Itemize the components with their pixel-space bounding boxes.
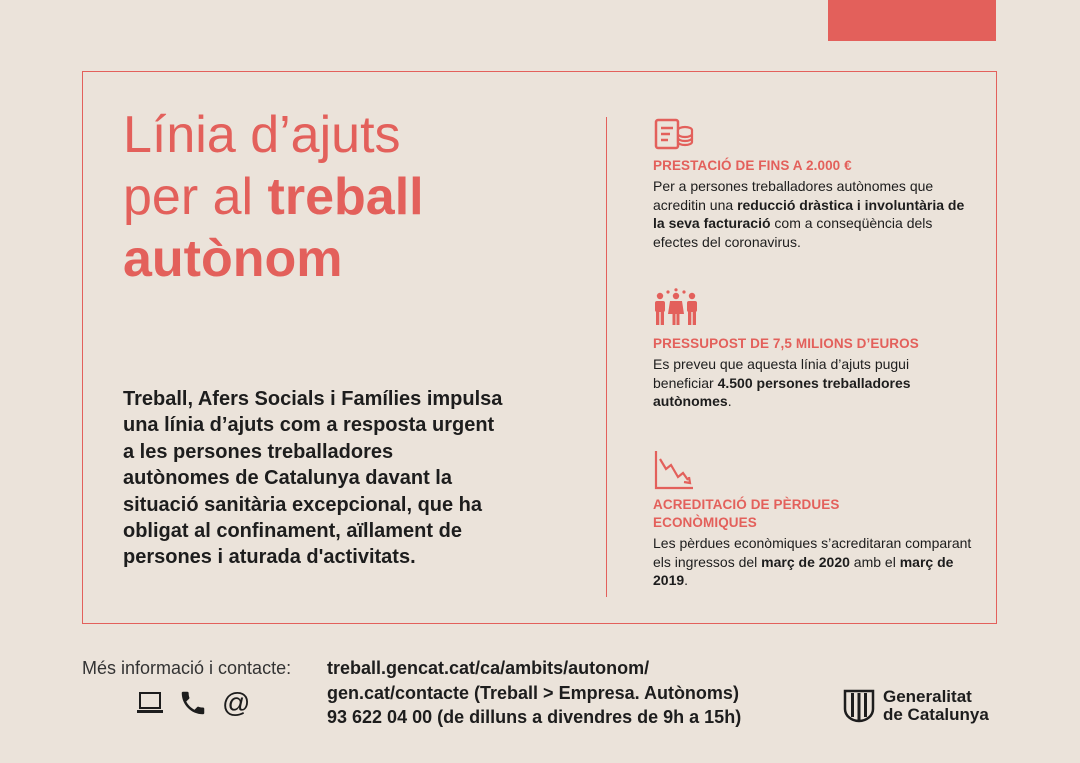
title-line-2-light: per al: [123, 168, 268, 226]
link-contact-form[interactable]: gen.cat/contacte (Treball > Empresa. Autònoms): [327, 682, 739, 703]
info-text: Per a persones treballadores autònomes que acreditin una reducció dràstica i involuntària de la seva facturació com a conseqüència dels efectes del coronavirus.: [653, 178, 965, 250]
info-heading: PRESSUPOST DE 7,5 MILIONS D’EUROS: [653, 336, 919, 351]
contact-icons: [136, 688, 250, 718]
footer-contact-label: Més informació i contacte:: [82, 658, 292, 678]
title-line-2-bold: treball: [267, 168, 424, 226]
computer-icon: [136, 690, 164, 716]
info-text: Es preveu que aquesta línia d’ajuts pugui beneficiar 4.500 persones treballadores autònomes.: [653, 356, 911, 409]
logo-text: [883, 688, 989, 724]
info-item-acreditacio: [653, 449, 973, 590]
people-group-icon: [653, 288, 699, 328]
phone-icon: [178, 688, 208, 718]
at-sign-icon: @: [222, 687, 251, 718]
corner-accent-bar: [828, 0, 996, 41]
generalitat-emblem-icon: [843, 689, 875, 723]
info-item-pressupost: [653, 288, 973, 411]
info-text: Les pèrdues econòmiques s’acreditaran comparant els ingressos del març de 2020 amb el març de 2019.: [653, 535, 972, 588]
title-line-1: Línia d’ajuts: [123, 106, 401, 164]
logo-line-1: Generalitat: [883, 687, 972, 706]
link-treball-web[interactable]: treball.gencat.cat/ca/ambits/autonom/: [327, 658, 650, 678]
column-divider: [606, 117, 607, 597]
info-heading: PRESTACIÓ DE FINS A 2.000 €: [653, 158, 852, 173]
footer-links: [327, 656, 741, 730]
logo-line-2: de Catalunya: [883, 705, 989, 724]
generalitat-logo: [843, 688, 989, 724]
intro-paragraph: Treball, Afers Socials i Famílies impulsa una línia d’ajuts com a resposta urgent a les persones treballadores autònomes de Catalunya davant la situació sanitària excepcional, que ha obligat al confinament, aïllament de persones i aturada d'activitats.: [123, 388, 503, 569]
info-heading: ACREDITACIÓ DE PÈRDUES ECONÒMIQUES: [653, 497, 840, 530]
invoice-coins-icon: [653, 117, 695, 151]
declining-chart-icon: [653, 449, 695, 491]
page-title: [123, 104, 563, 290]
title-line-3: autònom: [123, 230, 343, 288]
phone-number[interactable]: 93 622 04 00 (de dilluns a divendres de 9h a 15h): [327, 707, 742, 727]
info-item-prestacio: [653, 117, 973, 251]
